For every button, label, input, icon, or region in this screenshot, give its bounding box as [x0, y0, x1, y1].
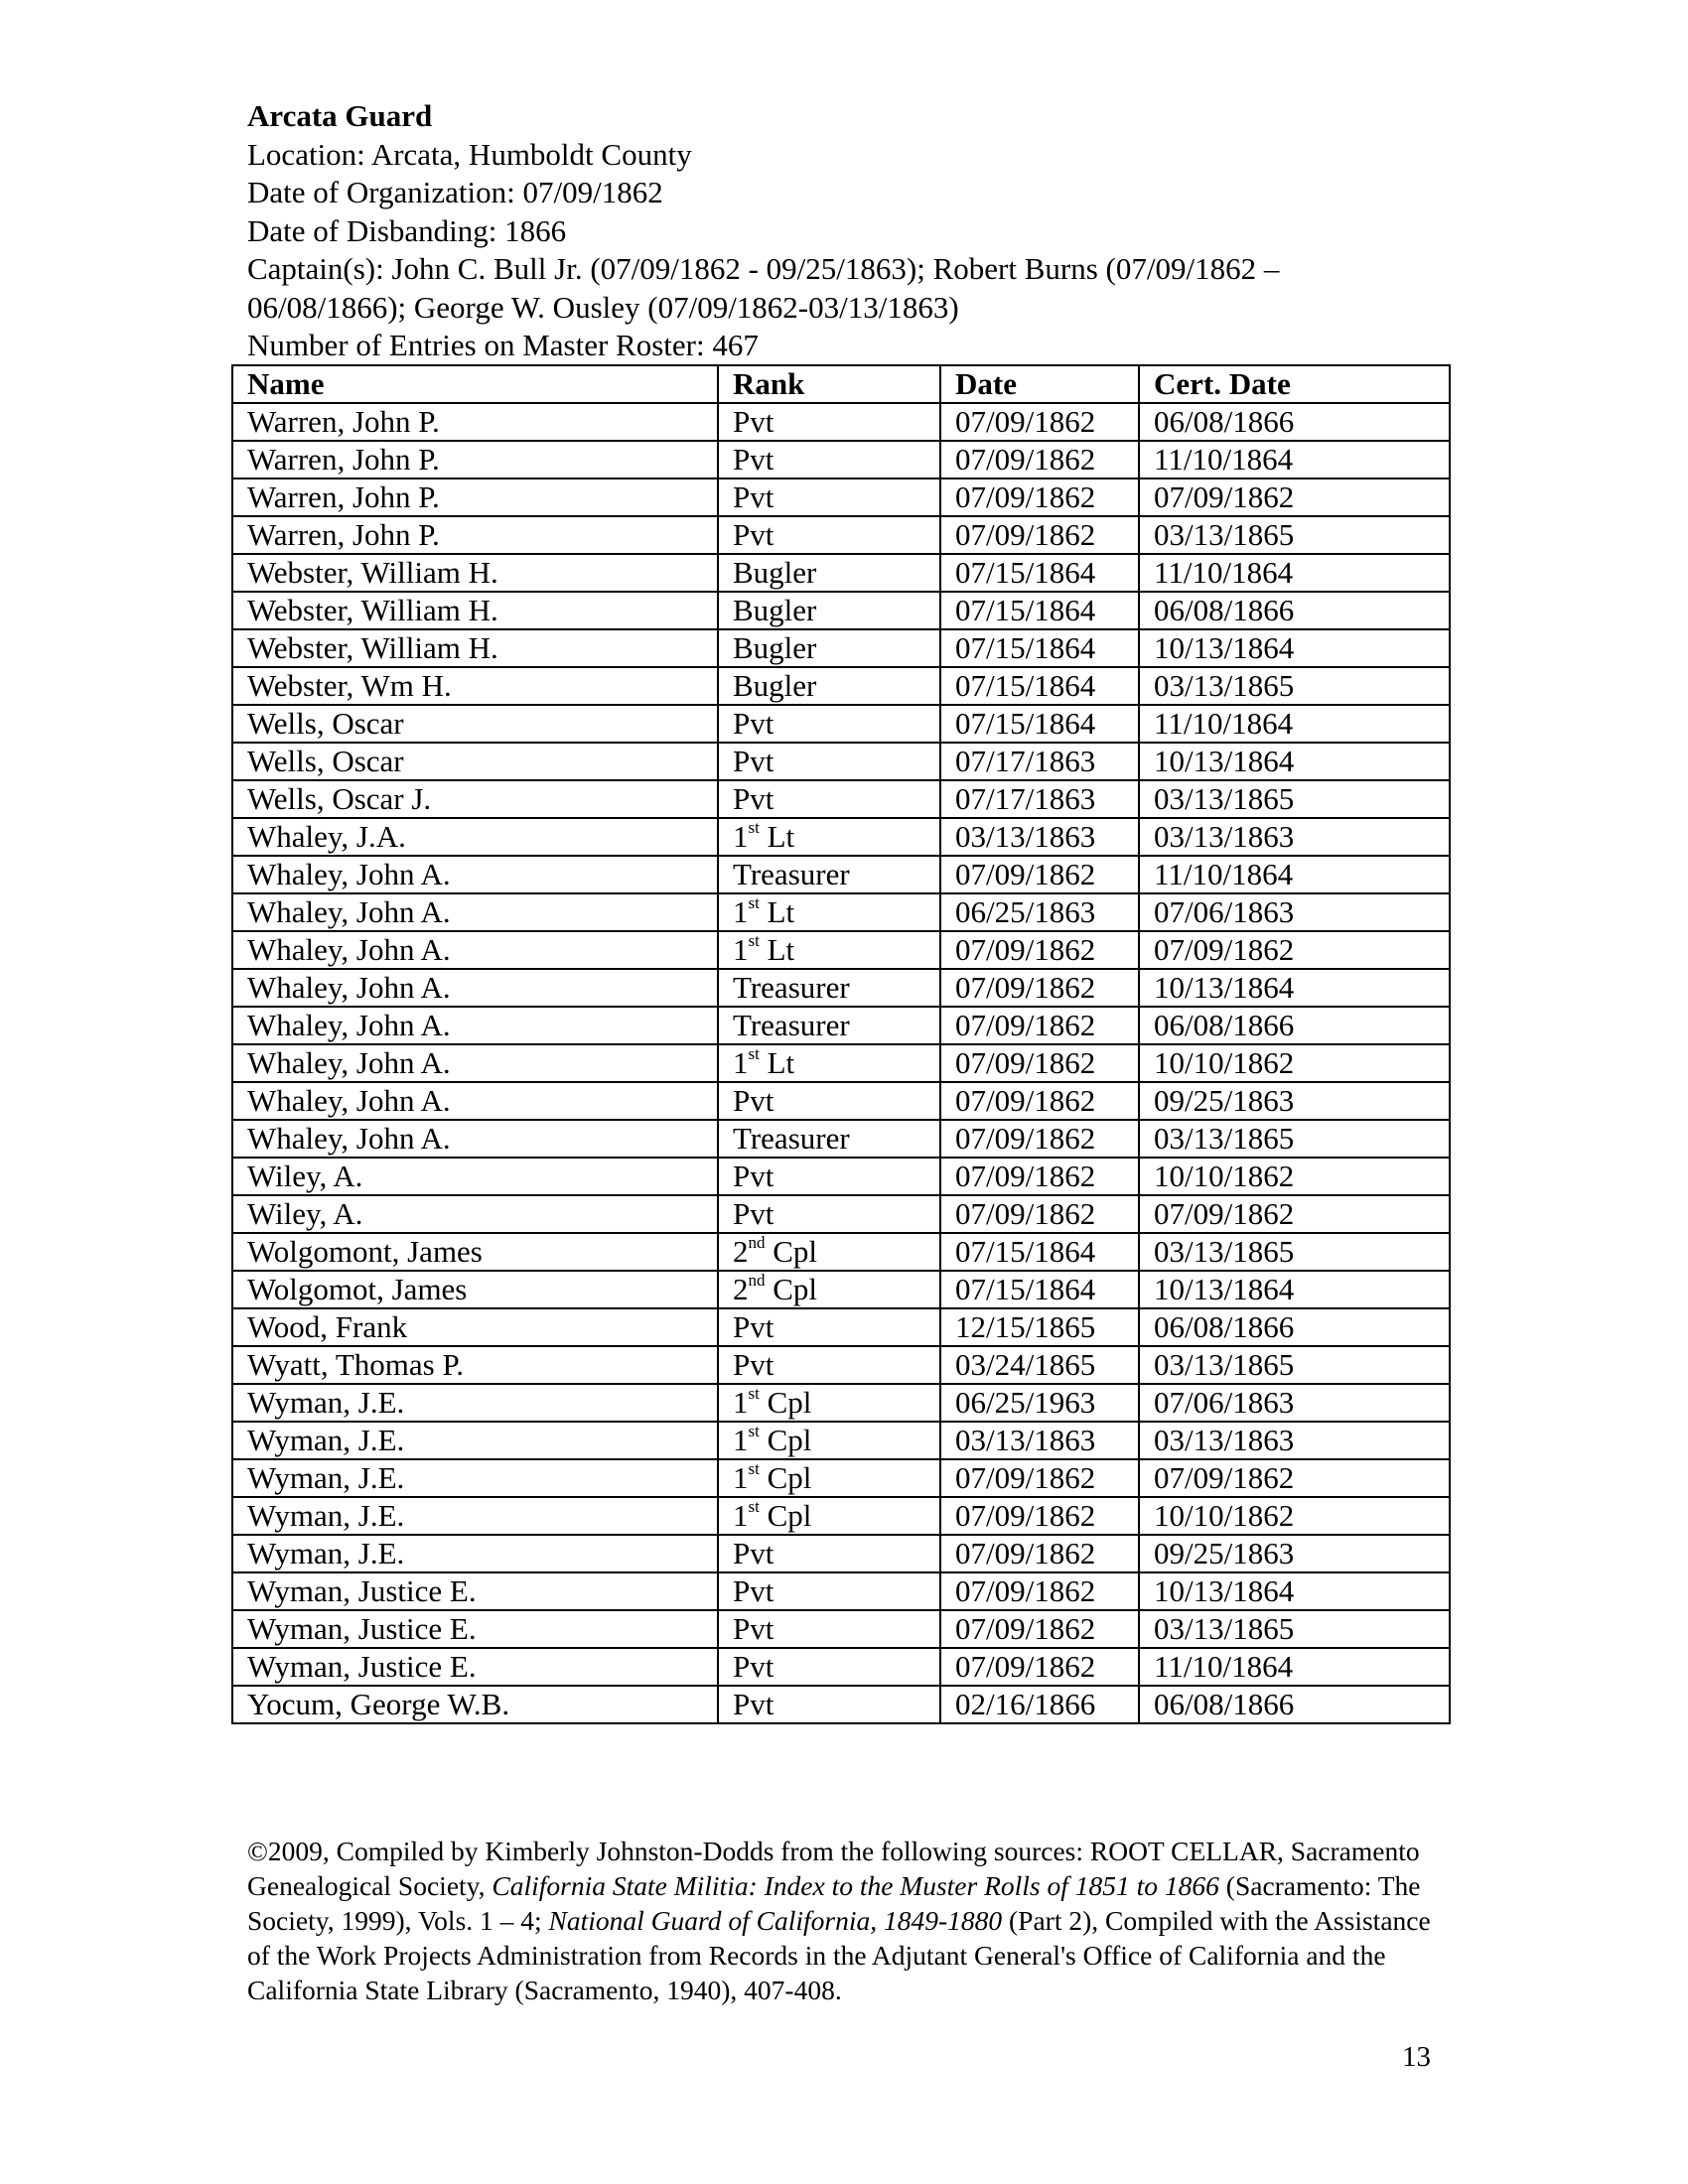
cell-rank: [718, 1308, 940, 1346]
cell-date: 07/09/1862: [940, 969, 1139, 1007]
cell-name: Whaley, John A.: [232, 893, 718, 931]
cell-date: 07/09/1862: [940, 403, 1139, 441]
rank-text: 1: [733, 1423, 749, 1457]
cell-name: Wood, Frank: [232, 1308, 718, 1346]
cell-cert-date: 11/10/1864: [1139, 1648, 1450, 1686]
rank-title: Cpl: [759, 1460, 812, 1495]
cell-name: Whaley, John A.: [232, 969, 718, 1007]
cell-date: 07/09/1862: [940, 1195, 1139, 1233]
cell-rank: [718, 969, 940, 1007]
rank-ordinal-suffix: st: [748, 1497, 760, 1516]
cell-rank: [718, 1195, 940, 1233]
cell-name: Warren, John P.: [232, 478, 718, 516]
rank-text: 1: [733, 1460, 749, 1495]
rank-text: Pvt: [733, 1573, 774, 1608]
table-header-row: [232, 365, 1450, 403]
cell-cert-date: 07/06/1863: [1139, 1384, 1450, 1422]
cell-rank: [718, 667, 940, 705]
rank-text: Treasurer: [733, 1121, 850, 1156]
cell-date: 07/17/1863: [940, 780, 1139, 818]
cell-date: 12/15/1865: [940, 1308, 1139, 1346]
cell-name: Whaley, John A.: [232, 856, 718, 893]
cell-rank: [718, 403, 940, 441]
table-row: [232, 1459, 1450, 1497]
rank-title: Lt: [759, 819, 795, 854]
cell-cert-date: 10/10/1862: [1139, 1044, 1450, 1082]
table-row: [232, 893, 1450, 931]
source-citation: [247, 1834, 1454, 2007]
table-row: [232, 1308, 1450, 1346]
rank-text: Pvt: [733, 1309, 774, 1344]
cell-rank: [718, 441, 940, 478]
rank-text: Pvt: [733, 404, 774, 439]
cell-name: Wolgomont, James: [232, 1233, 718, 1271]
cell-name: Wyman, J.E.: [232, 1459, 718, 1497]
cell-name: Wells, Oscar: [232, 743, 718, 780]
table-row: [232, 1535, 1450, 1572]
citation-title-1: California State Militia: Index to the Muster Rolls of 1851 to 1866: [492, 1870, 1219, 1901]
cell-date: 07/15/1864: [940, 592, 1139, 629]
cell-name: Yocum, George W.B.: [232, 1686, 718, 1723]
cell-date: 07/09/1862: [940, 478, 1139, 516]
cell-rank: [718, 893, 940, 931]
cell-date: 06/25/1963: [940, 1384, 1139, 1422]
rank-ordinal-suffix: st: [748, 1384, 760, 1403]
cell-date: 07/09/1862: [940, 441, 1139, 478]
cell-cert-date: 03/13/1863: [1139, 818, 1450, 856]
cell-date: 07/09/1862: [940, 856, 1139, 893]
cell-cert-date: 10/10/1862: [1139, 1158, 1450, 1195]
cell-rank: [718, 516, 940, 554]
cell-cert-date: 06/08/1866: [1139, 403, 1450, 441]
cell-cert-date: 06/08/1866: [1139, 1007, 1450, 1044]
cell-rank: [718, 1044, 940, 1082]
cell-rank: [718, 1422, 940, 1459]
table-row: [232, 969, 1450, 1007]
cell-name: Wyman, Justice E.: [232, 1610, 718, 1648]
citation-text-2: (Sacramento: The Society, 1999), Vols. 1 – 4;: [247, 1870, 1421, 1936]
rank-text: Pvt: [733, 1347, 774, 1382]
table-row: [232, 1572, 1450, 1610]
rank-text: 1: [733, 1045, 749, 1080]
rank-text: Pvt: [733, 1083, 774, 1118]
table-row: [232, 1082, 1450, 1120]
cell-cert-date: 07/09/1862: [1139, 478, 1450, 516]
table-row: [232, 554, 1450, 592]
roster-header: [247, 97, 1469, 365]
rank-text: Pvt: [733, 442, 774, 477]
cell-rank: [718, 931, 940, 969]
table-row: [232, 1648, 1450, 1686]
column-header-cert-date: Cert. Date: [1139, 365, 1450, 403]
rank-text: Pvt: [733, 744, 774, 778]
cell-name: Wyatt, Thomas P.: [232, 1346, 718, 1384]
cell-name: Wyman, J.E.: [232, 1535, 718, 1572]
rank-text: Pvt: [733, 1196, 774, 1231]
table-row: [232, 441, 1450, 478]
cell-date: 07/15/1864: [940, 1271, 1139, 1308]
cell-date: 07/09/1862: [940, 516, 1139, 554]
cell-cert-date: 03/13/1865: [1139, 516, 1450, 554]
cell-date: 03/13/1863: [940, 1422, 1139, 1459]
table-row: [232, 1686, 1450, 1723]
rank-text: 1: [733, 1385, 749, 1420]
table-row: [232, 1610, 1450, 1648]
table-row: [232, 478, 1450, 516]
table-row: [232, 780, 1450, 818]
cell-cert-date: 03/13/1865: [1139, 667, 1450, 705]
cell-rank: [718, 1648, 940, 1686]
cell-rank: [718, 1572, 940, 1610]
cell-rank: [718, 818, 940, 856]
cell-date: 03/13/1863: [940, 818, 1139, 856]
citation-text-1: ©2009, Compiled by Kimberly Johnston-Dodds from the following sources: ROOT CELLAR, Sacramento Genealogical Society,: [247, 1836, 1420, 1901]
table-row: [232, 931, 1450, 969]
date-of-organization: Date of Organization: 07/09/1862: [247, 175, 663, 209]
table-row: [232, 1007, 1450, 1044]
cell-name: Whaley, John A.: [232, 1082, 718, 1120]
cell-rank: [718, 1158, 940, 1195]
cell-name: Whaley, John A.: [232, 1044, 718, 1082]
rank-title: Lt: [759, 1045, 795, 1080]
table-row: [232, 1120, 1450, 1158]
cell-cert-date: 11/10/1864: [1139, 705, 1450, 743]
cell-date: 07/15/1864: [940, 1233, 1139, 1271]
cell-name: Wells, Oscar J.: [232, 780, 718, 818]
rank-text: Treasurer: [733, 1008, 850, 1042]
rank-text: 2: [733, 1234, 749, 1269]
cell-date: 03/24/1865: [940, 1346, 1139, 1384]
cell-rank: [718, 1459, 940, 1497]
table-row: [232, 1158, 1450, 1195]
roster-table-body: [232, 403, 1450, 1723]
rank-ordinal-suffix: st: [748, 818, 760, 837]
table-row: [232, 516, 1450, 554]
rank-title: Lt: [759, 894, 795, 929]
cell-cert-date: 11/10/1864: [1139, 856, 1450, 893]
cell-name: Wyman, J.E.: [232, 1384, 718, 1422]
cell-name: Wyman, Justice E.: [232, 1572, 718, 1610]
cell-cert-date: 03/13/1863: [1139, 1422, 1450, 1459]
cell-rank: [718, 1497, 940, 1535]
rank-text: 1: [733, 1498, 749, 1533]
cell-rank: [718, 780, 940, 818]
cell-name: Webster, William H.: [232, 554, 718, 592]
rank-text: Treasurer: [733, 970, 850, 1005]
cell-cert-date: 11/10/1864: [1139, 554, 1450, 592]
rank-title: Cpl: [765, 1234, 818, 1269]
cell-name: Whaley, John A.: [232, 931, 718, 969]
cell-date: 07/15/1864: [940, 705, 1139, 743]
cell-rank: [718, 478, 940, 516]
table-row: [232, 1384, 1450, 1422]
rank-text: Treasurer: [733, 857, 850, 891]
rank-title: Cpl: [759, 1385, 812, 1420]
cell-cert-date: 03/13/1865: [1139, 1233, 1450, 1271]
cell-cert-date: 07/09/1862: [1139, 1195, 1450, 1233]
cell-name: Warren, John P.: [232, 516, 718, 554]
table-row: [232, 1195, 1450, 1233]
rank-text: Pvt: [733, 1611, 774, 1646]
cell-cert-date: 03/13/1865: [1139, 1610, 1450, 1648]
cell-name: Webster, William H.: [232, 592, 718, 629]
rank-ordinal-suffix: nd: [748, 1233, 766, 1252]
rank-text: Pvt: [733, 517, 774, 552]
rank-title: Lt: [759, 932, 795, 967]
roster-table: [231, 364, 1451, 1724]
table-row: [232, 856, 1450, 893]
rank-ordinal-suffix: st: [748, 893, 760, 912]
cell-name: Wiley, A.: [232, 1195, 718, 1233]
page-number: 13: [1402, 2041, 1431, 2073]
cell-name: Wolgomot, James: [232, 1271, 718, 1308]
cell-rank: [718, 1610, 940, 1648]
cell-rank: [718, 629, 940, 667]
cell-rank: [718, 705, 940, 743]
table-row: [232, 667, 1450, 705]
rank-text: Bugler: [733, 630, 817, 665]
unit-title: Arcata Guard: [247, 98, 433, 133]
cell-date: 07/15/1864: [940, 667, 1139, 705]
cell-name: Whaley, John A.: [232, 1120, 718, 1158]
cell-rank: [718, 743, 940, 780]
cell-name: Webster, Wm H.: [232, 667, 718, 705]
cell-rank: [718, 1120, 940, 1158]
cell-cert-date: 07/09/1862: [1139, 931, 1450, 969]
table-row: [232, 1271, 1450, 1308]
rank-text: Bugler: [733, 668, 817, 703]
cell-date: 07/09/1862: [940, 1044, 1139, 1082]
cell-name: Warren, John P.: [232, 403, 718, 441]
cell-rank: [718, 856, 940, 893]
cell-rank: [718, 1535, 940, 1572]
cell-rank: [718, 1271, 940, 1308]
cell-cert-date: 09/25/1863: [1139, 1535, 1450, 1572]
cell-name: Wyman, J.E.: [232, 1422, 718, 1459]
cell-date: 07/09/1862: [940, 1497, 1139, 1535]
cell-cert-date: 06/08/1866: [1139, 1308, 1450, 1346]
cell-cert-date: 11/10/1864: [1139, 441, 1450, 478]
unit-location: Location: Arcata, Humboldt County: [247, 136, 692, 172]
rank-text: Bugler: [733, 555, 817, 590]
rank-text: 1: [733, 894, 749, 929]
cell-cert-date: 07/09/1862: [1139, 1459, 1450, 1497]
table-row: [232, 818, 1450, 856]
column-header-name: Name: [232, 365, 718, 403]
cell-rank: [718, 1346, 940, 1384]
cell-cert-date: 07/06/1863: [1139, 893, 1450, 931]
table-row: [232, 1233, 1450, 1271]
cell-cert-date: 06/08/1866: [1139, 592, 1450, 629]
rank-ordinal-suffix: nd: [748, 1271, 766, 1290]
date-of-disbanding: Date of Disbanding: 1866: [247, 212, 567, 248]
cell-rank: [718, 1082, 940, 1120]
captains-line-1: Captain(s): John C. Bull Jr. (07/09/1862 - 09/25/1863); Robert Burns (07/09/1862 –: [247, 251, 1280, 286]
cell-cert-date: 10/13/1864: [1139, 1572, 1450, 1610]
rank-title: Cpl: [759, 1498, 812, 1533]
rank-text: Pvt: [733, 479, 774, 514]
table-row: [232, 743, 1450, 780]
cell-date: 07/09/1862: [940, 1120, 1139, 1158]
cell-cert-date: 10/13/1864: [1139, 629, 1450, 667]
cell-cert-date: 10/13/1864: [1139, 969, 1450, 1007]
cell-name: Wells, Oscar: [232, 705, 718, 743]
rank-text: Pvt: [733, 781, 774, 816]
cell-date: 07/09/1862: [940, 1158, 1139, 1195]
cell-name: Wyman, J.E.: [232, 1497, 718, 1535]
rank-ordinal-suffix: st: [748, 1044, 760, 1063]
cell-cert-date: 03/13/1865: [1139, 1346, 1450, 1384]
cell-cert-date: 10/13/1864: [1139, 743, 1450, 780]
rank-title: Cpl: [759, 1423, 812, 1457]
cell-name: Whaley, John A.: [232, 1007, 718, 1044]
roster-entry-count: Number of Entries on Master Roster: 467: [247, 328, 759, 362]
cell-rank: [718, 1233, 940, 1271]
rank-text: 1: [733, 932, 749, 967]
rank-text: Bugler: [733, 593, 817, 627]
table-row: [232, 705, 1450, 743]
table-row: [232, 1422, 1450, 1459]
rank-ordinal-suffix: st: [748, 1422, 760, 1440]
rank-text: Pvt: [733, 1687, 774, 1721]
table-row: [232, 403, 1450, 441]
cell-date: 02/16/1866: [940, 1686, 1139, 1723]
cell-date: 07/09/1862: [940, 1572, 1139, 1610]
cell-date: 07/09/1862: [940, 1007, 1139, 1044]
cell-cert-date: 09/25/1863: [1139, 1082, 1450, 1120]
table-row: [232, 592, 1450, 629]
cell-cert-date: 10/13/1864: [1139, 1271, 1450, 1308]
cell-name: Webster, William H.: [232, 629, 718, 667]
rank-text: 1: [733, 819, 749, 854]
cell-cert-date: 03/13/1865: [1139, 780, 1450, 818]
rank-ordinal-suffix: st: [748, 931, 760, 950]
cell-date: 07/15/1864: [940, 554, 1139, 592]
cell-name: Warren, John P.: [232, 441, 718, 478]
cell-cert-date: 06/08/1866: [1139, 1686, 1450, 1723]
cell-date: 07/09/1862: [940, 1082, 1139, 1120]
cell-name: Whaley, J.A.: [232, 818, 718, 856]
cell-cert-date: 03/13/1865: [1139, 1120, 1450, 1158]
citation-text-3: (Part 2), Compiled with the Assistance of the Work Projects Administration from Records in the Adjutant General's Office of California and the California State Library (Sacramento, 1940), 407-408.: [247, 1905, 1431, 2005]
cell-rank: [718, 1007, 940, 1044]
cell-date: 07/09/1862: [940, 1610, 1139, 1648]
rank-text: Pvt: [733, 1536, 774, 1570]
cell-name: Wiley, A.: [232, 1158, 718, 1195]
table-row: [232, 1497, 1450, 1535]
column-header-date: Date: [940, 365, 1139, 403]
rank-ordinal-suffix: st: [748, 1459, 760, 1478]
cell-date: 06/25/1863: [940, 893, 1139, 931]
rank-text: 2: [733, 1272, 749, 1306]
table-row: [232, 1044, 1450, 1082]
table-row: [232, 629, 1450, 667]
cell-rank: [718, 1686, 940, 1723]
cell-rank: [718, 592, 940, 629]
rank-title: Cpl: [765, 1272, 818, 1306]
cell-name: Wyman, Justice E.: [232, 1648, 718, 1686]
column-header-rank: Rank: [718, 365, 940, 403]
cell-date: 07/09/1862: [940, 1648, 1139, 1686]
cell-date: 07/09/1862: [940, 931, 1139, 969]
cell-date: 07/09/1862: [940, 1459, 1139, 1497]
cell-rank: [718, 554, 940, 592]
citation-title-2: National Guard of California, 1849-1880: [548, 1905, 1003, 1936]
cell-cert-date: 10/10/1862: [1139, 1497, 1450, 1535]
captains-line-2: 06/08/1866); George W. Ousley (07/09/1862-03/13/1863): [247, 289, 959, 325]
rank-text: Pvt: [733, 1159, 774, 1193]
rank-text: Pvt: [733, 706, 774, 741]
cell-date: 07/09/1862: [940, 1535, 1139, 1572]
cell-date: 07/17/1863: [940, 743, 1139, 780]
cell-date: 07/15/1864: [940, 629, 1139, 667]
rank-text: Pvt: [733, 1649, 774, 1684]
cell-rank: [718, 1384, 940, 1422]
table-row: [232, 1346, 1450, 1384]
